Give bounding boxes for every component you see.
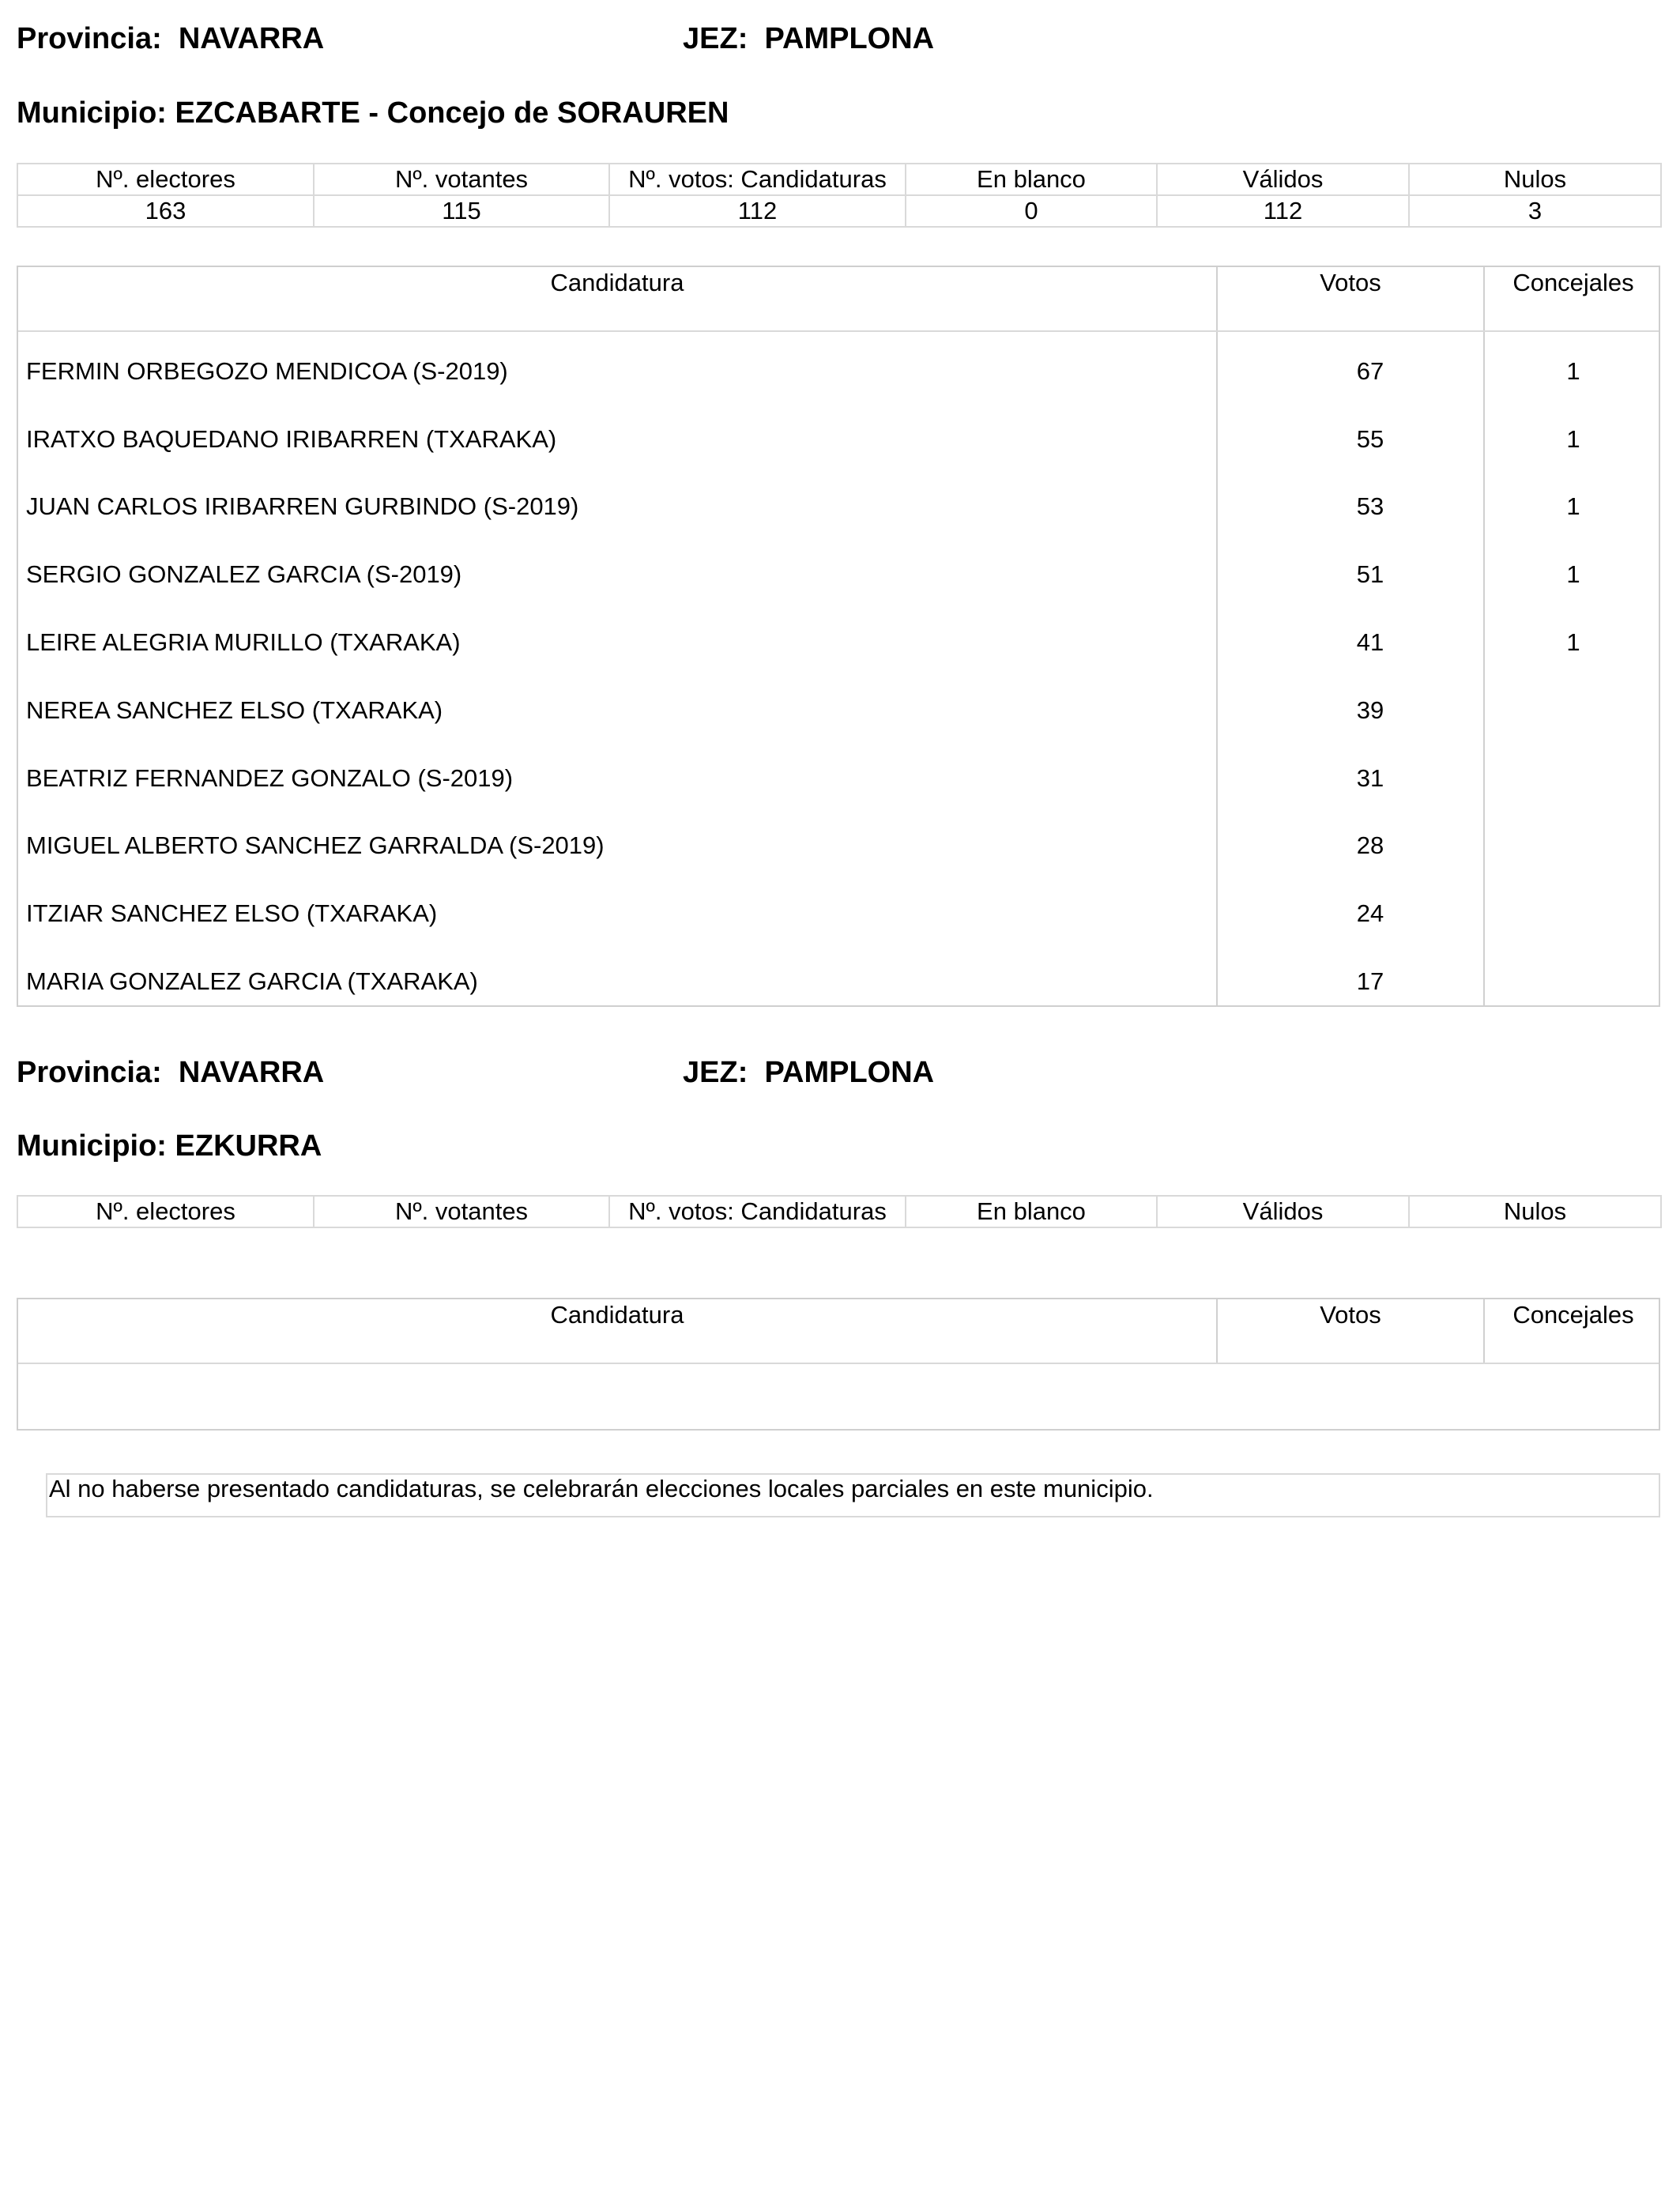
candidates-header [18,267,1659,332]
candidate-row [18,948,1659,1016]
municipio-heading: Municipio: EZKURRA [17,1129,322,1163]
candidate-row [18,880,1659,948]
candidate-name: BEATRIZ FERNANDEZ GONZALO (S-2019) [26,764,514,792]
header-en-blanco: En blanco [906,1196,1157,1227]
value-nulos: 3 [1409,195,1661,227]
jez-value: PAMPLONA [764,22,935,55]
header-electores: Nº. electores [17,1196,314,1227]
header-votos-candidaturas: Nº. votos: Candidaturas [609,164,906,195]
header-votos: Votos [1320,269,1381,296]
summary-header-row [17,164,1661,195]
candidate-votos: 51 [1356,560,1384,588]
candidate-name: ITZIAR SANCHEZ ELSO (TXARAKA) [26,899,438,927]
summary-table [17,163,1662,228]
value-votos-candidaturas: 112 [609,195,906,227]
header-validos: Válidos [1157,1196,1409,1227]
summary-header-row [17,1196,1661,1227]
candidate-concejales: 1 [1566,357,1580,385]
header-votantes: Nº. votantes [314,164,609,195]
header-concejales: Concejales [1512,269,1634,296]
candidate-name: IRATXO BAQUEDANO IRIBARREN (TXARAKA) [26,425,557,453]
candidate-concejales: 1 [1566,628,1580,656]
candidate-name: FERMIN ORBEGOZO MENDICOA (S-2019) [26,357,508,385]
candidate-row [18,405,1659,473]
value-votantes: 115 [314,195,609,227]
municipio-heading: Municipio: EZCABARTE - Concejo de SORAUREN [17,96,729,130]
candidate-name: MIGUEL ALBERTO SANCHEZ GARRALDA (S-2019) [26,831,605,859]
candidate-votos: 41 [1356,628,1384,656]
candidate-votos: 67 [1356,357,1384,385]
header-candidatura: Candidatura [550,269,684,296]
provincia-value: NAVARRA [178,1056,325,1089]
candidate-votos: 28 [1356,831,1384,859]
candidate-name: MARIA GONZALEZ GARCIA (TXARAKA) [26,967,478,995]
candidate-votos: 17 [1356,967,1384,995]
candidate-name: LEIRE ALEGRIA MURILLO (TXARAKA) [26,628,461,656]
header-votos: Votos [1320,1301,1381,1329]
candidate-name: SERGIO GONZALEZ GARCIA (S-2019) [26,560,462,588]
candidate-row [18,812,1659,880]
candidate-concejales: 1 [1566,425,1580,453]
header-candidatura: Candidatura [550,1301,684,1329]
provincia-value: NAVARRA [178,22,325,55]
header-nulos: Nulos [1409,164,1661,195]
candidate-name: JUAN CARLOS IRIBARREN GURBINDO (S-2019) [26,492,579,520]
summary-table [17,1195,1662,1228]
candidate-concejales: 1 [1566,560,1580,588]
candidate-row [18,541,1659,609]
header-nulos: Nulos [1409,1196,1661,1227]
value-validos: 112 [1157,195,1409,227]
candidates-header [18,1299,1659,1364]
header-electores: Nº. electores [17,164,314,195]
provincia-heading: Provincia: NAVARRA [17,22,325,55]
candidate-row [18,337,1659,405]
candidate-votos: 31 [1356,764,1384,792]
header-validos: Válidos [1157,164,1409,195]
provincia-heading: Provincia: NAVARRA [17,1056,325,1089]
candidate-row [18,473,1659,541]
candidates-table [17,266,1660,1007]
candidate-votos: 55 [1356,425,1384,453]
jez-heading: JEZ: PAMPLONA [683,22,935,55]
value-electores: 163 [17,195,314,227]
candidate-row [18,677,1659,745]
jez-value: PAMPLONA [764,1056,935,1089]
value-en-blanco: 0 [906,195,1157,227]
header-en-blanco: En blanco [906,164,1157,195]
no-candidates-note: Al no haberse presentado candidaturas, se celebrarán elecciones locales parciales en este municipio. [46,1473,1660,1517]
candidate-row [18,609,1659,677]
header-concejales: Concejales [1512,1301,1634,1329]
candidate-votos: 24 [1356,899,1384,927]
candidates-table [17,1298,1660,1431]
candidate-row [18,745,1659,812]
candidate-name: NEREA SANCHEZ ELSO (TXARAKA) [26,696,443,724]
header-votantes: Nº. votantes [314,1196,609,1227]
summary-value-row [17,195,1661,227]
candidate-concejales: 1 [1566,492,1580,520]
municipio-value: EZKURRA [175,1129,322,1163]
jez-heading: JEZ: PAMPLONA [683,1056,935,1089]
municipio-value: EZCABARTE - Concejo de SORAUREN [175,96,729,130]
header-votos-candidaturas: Nº. votos: Candidaturas [609,1196,906,1227]
candidate-votos: 53 [1356,492,1384,520]
candidate-votos: 39 [1356,696,1384,724]
